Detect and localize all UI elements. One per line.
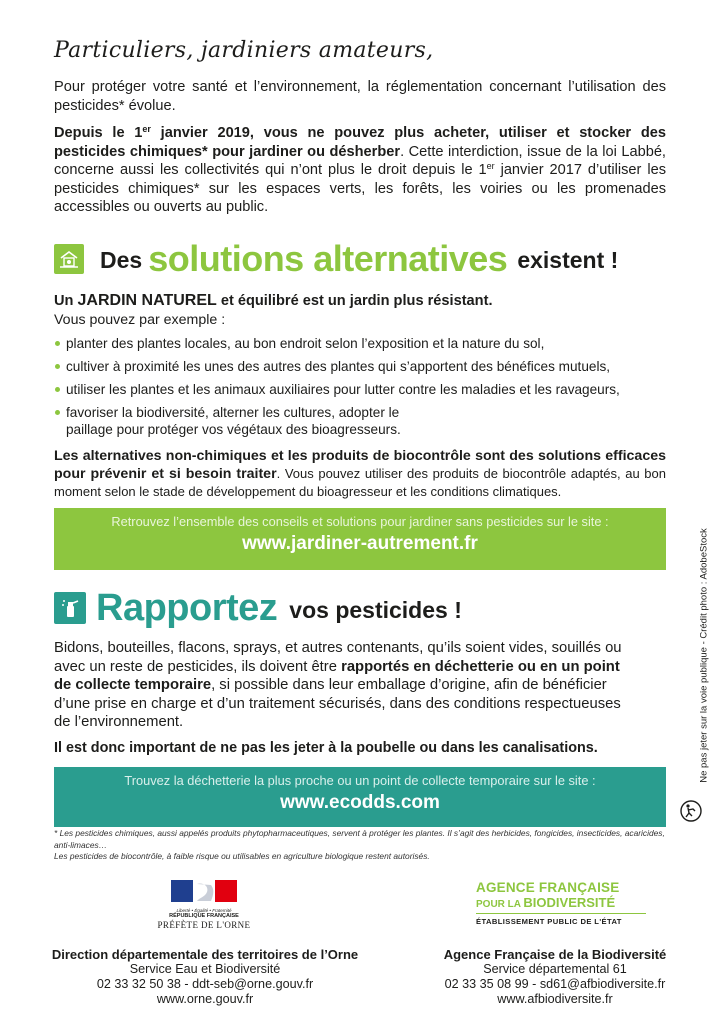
- ecodds-banner-text: Trouvez la déchetterie la plus proche ou un point de collecte temporaire sur le site :: [124, 773, 596, 788]
- alternatives-lead: [54, 292, 493, 310]
- ecodds-link[interactable]: www.ecodds.com: [280, 792, 440, 813]
- side-credit-text: Ne pas jeter sur la voie publique - Crédit photo : AdobeStock: [698, 528, 710, 783]
- rapportez-heading: [54, 588, 468, 628]
- alternatives-list: [54, 335, 674, 444]
- marianne-flag-icon: [171, 880, 237, 902]
- list-item: favoriser la biodiversité, alterner les cultures, adopter le paillage pour protéger vos végétaux des bioagresseurs.: [54, 404, 446, 438]
- page-heading: Particuliers, jardiniers amateurs,: [54, 38, 434, 63]
- rapportez-paragraph-1: [54, 639, 624, 732]
- alternatives-closing-bold: Les alternatives non-chimiques et les produits de biocontrôle sont des solutions efficaces pour prévenir et si besoin traiter: [54, 448, 666, 482]
- republique-name: RÉPUBLIQUE FRANÇAISE: [169, 913, 239, 919]
- footer-afb-org: Agence Française de la Biodiversité: [443, 947, 667, 962]
- rapportez-paragraph-2: Il est donc important de ne pas les jeter à la poubelle ou dans les canalisations.: [54, 740, 598, 756]
- list-item: cultiver à proximité les unes des autres des plantes qui s’apportent des bénéfices mutuels,: [54, 358, 674, 375]
- intro-paragraph-2: [54, 124, 666, 217]
- jardiner-link[interactable]: www.jardiner-autrement.fr: [242, 533, 478, 554]
- footer-ddt-web[interactable]: www.orne.gouv.fr: [156, 992, 254, 1006]
- afb-line-2-pre: POUR LA: [476, 899, 524, 910]
- alternatives-closing: [54, 447, 666, 501]
- afb-line-3: ÉTABLISSEMENT PUBLIC DE L'ÉTAT: [476, 913, 646, 926]
- footer-afb-web[interactable]: www.afbiodiversite.fr: [497, 992, 613, 1006]
- afb-logo: [476, 880, 646, 926]
- rapportez-title-highlight: Rapportez: [96, 587, 278, 629]
- alternatives-closing-rest: . Vous pouvez utiliser des produits de biocontrôle adaptés, au bon moment selon le stade de développement du bioagresseur et les conditions climatiques.: [54, 466, 666, 499]
- afb-line-2: [476, 895, 646, 910]
- footer-ddt-service: Service Eau et Biodiversité: [129, 962, 281, 976]
- rapportez-title-post: vos pesticides !: [289, 597, 462, 623]
- alternatives-title-highlight: solutions alternatives: [148, 238, 508, 279]
- footnote-line-2: Les pesticides de biocontrôle, à faible risque ou utilisables en agriculture biologique restent autorisés.: [54, 851, 430, 861]
- afb-line-2-bold: BIODIVERSITÉ: [523, 895, 616, 910]
- intro-paragraph-1: Pour protéger votre santé et l’environnement, la réglementation concernant l’utilisation des pesticides* évolue.: [54, 79, 666, 114]
- rapportez-p1-bold: rapportés en déchetterie ou en un point de collecte temporaire: [54, 658, 620, 694]
- garden-icon: [54, 244, 84, 274]
- alternatives-lead-bold: JARDIN NATUREL: [77, 292, 217, 309]
- prefecture-name: PRÉFÈTE DE L'ORNE: [157, 920, 251, 930]
- intro-paragraph-2-bold: Depuis le 1er janvier 2019, vous ne pouvez plus acheter, utiliser et stocker des pesticides chimiques* pour jardiner ou désherber: [54, 124, 666, 160]
- alternatives-lead-pre: Un: [54, 293, 78, 309]
- list-item: utiliser les plantes et les animaux auxiliaires pour lutter contre les maladies et les ravageurs,: [54, 381, 674, 398]
- footer-afb-service: Service départemental 61: [483, 962, 627, 976]
- footnote-line-1: * Les pesticides chimiques, aussi appelés produits phytopharmaceutiques, servent à protéger les plantes. Il s’agit des herbicides, fongicides, insecticides, acaricides, anti-limaces…: [54, 828, 665, 850]
- alternatives-sub: Vous pouvez par exemple :: [54, 312, 226, 328]
- jardiner-banner-text: Retrouvez l’ensemble des conseils et solutions pour jardiner sans pesticides sur le site :: [111, 514, 609, 529]
- footer-ddt-contact: 02 33 32 50 38 - ddt-seb@orne.gouv.fr: [96, 977, 314, 991]
- list-item: planter des plantes locales, au bon endroit selon l’exposition et la nature du sol,: [54, 335, 674, 352]
- intro-paragraph-2-rest: . Cette interdiction, issue de la loi Labbé, concerne aussi les collectivités qui n’ont plus le droit depuis le 1er janvier 2017 d’utiliser les pesticides chimiques* sur les espaces verts, les forêts, les voiries ou les promenades accessibles ou ouverts au public.: [54, 143, 666, 215]
- rapportez-p1-start: Bidons, bouteilles, flacons, sprays, et autres contenants, qu’ils soient vides, souillés ou avec un reste de pesticides, ils doivent être: [54, 640, 622, 675]
- republique-motto: Liberté • Égalité • Fraternité: [176, 908, 232, 913]
- alternatives-lead-post: et équilibré est un jardin plus résistant.: [216, 293, 493, 309]
- footer-afb-contact: 02 33 35 08 99 - sd61@afbiodiversite.fr: [444, 977, 666, 991]
- footer-ddt: [20, 947, 390, 1007]
- spray-bottle-icon: [54, 592, 86, 624]
- republique-logo: [168, 880, 240, 919]
- afb-line-1: AGENCE FRANÇAISE: [476, 880, 620, 895]
- footnote: [54, 828, 674, 863]
- alternatives-heading: [54, 240, 624, 278]
- jardiner-banner: [54, 508, 666, 570]
- ecodds-banner: [54, 767, 666, 827]
- rapportez-p1-end: , si possible dans leur emballage d’origine, afin de bénéficier d’une prise en charge et d’un traitement sécurisés, dans des conditions respectueuses de l’environnement.: [54, 677, 621, 731]
- alternatives-title-post: existent !: [517, 247, 619, 273]
- tidy-man-icon: [680, 800, 702, 822]
- alternatives-title-pre: Des: [100, 247, 143, 273]
- footer-afb: [420, 947, 690, 1007]
- footer-ddt-org: Direction départementale des territoires de l’Orne: [51, 947, 359, 962]
